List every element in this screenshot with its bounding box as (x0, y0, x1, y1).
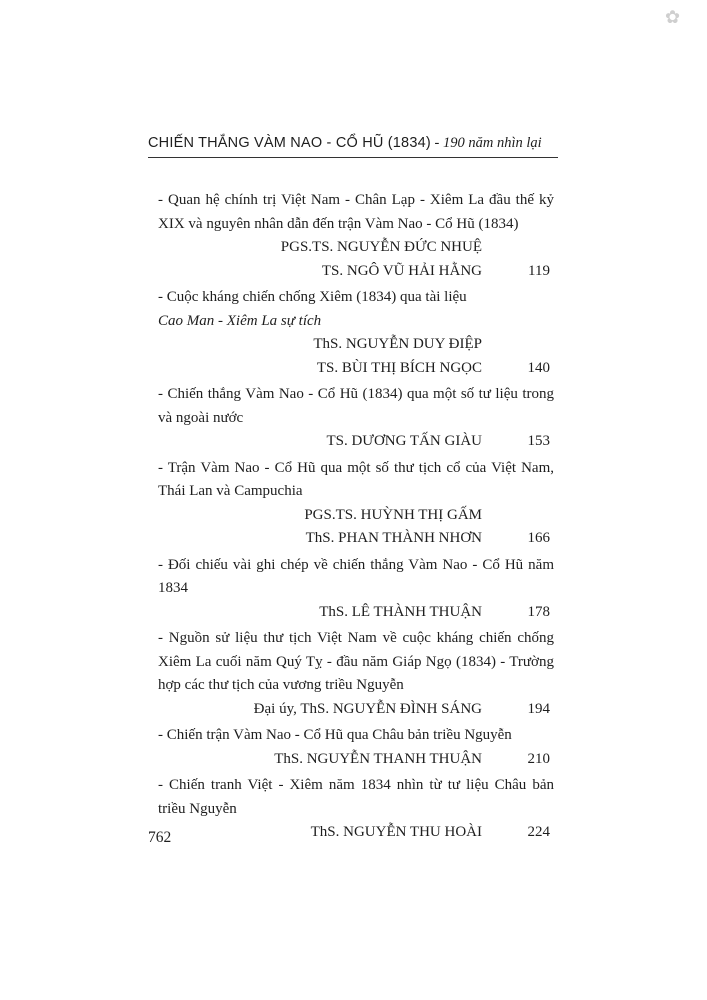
toc-page-number: 178 (527, 603, 550, 620)
toc-author-name: TS. NGÔ VŨ HẢI HẰNG (321, 262, 482, 279)
toc-entry-title (158, 554, 554, 601)
toc-author-row (158, 527, 554, 551)
toc-page-number: 140 (527, 359, 550, 376)
toc-author-name: ThS. LÊ THÀNH THUẬN (319, 603, 482, 620)
toc-entry-title (158, 774, 554, 821)
toc-entry-title (158, 627, 554, 698)
toc-author-name: ThS. NGUYỄN THANH THUẬN (274, 750, 482, 767)
toc-entry-title-text: - Quan hệ chính trị Việt Nam - Chân Lạp - Xiêm La đầu thế kỷ XIX và nguyên nhân dẫn đến trận Vàm Nao - Cổ Hũ (1834) (158, 192, 554, 232)
toc-entry (158, 189, 554, 283)
toc-entry (158, 724, 554, 771)
toc-author-row (158, 430, 554, 454)
toc-author-row (158, 357, 554, 381)
toc-entry-title (158, 724, 554, 748)
toc-author-row (158, 260, 554, 284)
toc-author-name: PGS.TS. NGUYỄN ĐỨC NHUỆ (280, 239, 482, 255)
table-of-contents (158, 189, 554, 848)
toc-page-number: 119 (528, 262, 550, 279)
toc-author-row (158, 236, 554, 260)
toc-entry-title (158, 383, 554, 430)
toc-entry (158, 383, 554, 454)
toc-entry-title (158, 286, 554, 333)
toc-author-name: ThS. PHAN THÀNH NHƠN (305, 530, 482, 546)
toc-author-name: ThS. NGUYỄN THU HOÀI (310, 824, 482, 840)
toc-entry-title-italic: Cao Man - Xiêm La sự tích (158, 312, 322, 329)
toc-entry (158, 627, 554, 721)
toc-entry-title (158, 457, 554, 504)
toc-entry-title-text: - Trận Vàm Nao - Cổ Hũ qua một số thư tịch cổ của Việt Nam, Thái Lan và Campuchia (158, 459, 554, 499)
toc-author-name: TS. DƯƠNG TẤN GIÀU (326, 433, 482, 449)
toc-entry (158, 457, 554, 551)
toc-entry-title-text: - Cuộc kháng chiến chống Xiêm (1834) qua tài liệu (158, 289, 467, 305)
toc-author-name: TS. BÙI THỊ BÍCH NGỌC (316, 359, 482, 376)
toc-page-number: 194 (527, 700, 550, 717)
toc-page-number: 224 (527, 824, 550, 840)
toc-author-name: PGS.TS. HUỲNH THỊ GẤM (304, 506, 482, 523)
toc-entry (158, 774, 554, 845)
page-number: 762 (148, 829, 172, 846)
toc-entry (158, 554, 554, 625)
header-subtitle: 190 năm nhìn lại (442, 135, 542, 151)
toc-entry-title-text: - Chiến tranh Việt - Xiêm năm 1834 nhìn từ tư liệu Châu bản triều Nguyễn (158, 777, 554, 817)
header-series-title: CHIẾN THẮNG VÀM NAO - CỔ HŨ (1834) (148, 135, 431, 151)
toc-page-number: 166 (527, 530, 550, 546)
toc-page-number: 210 (527, 750, 550, 767)
header-separator: - (430, 135, 443, 151)
toc-author-row (158, 333, 554, 357)
running-header (148, 135, 558, 152)
header-rule (148, 157, 558, 158)
toc-entry-title-text: - Nguồn sử liệu thư tịch Việt Nam về cuộc kháng chiến chống Xiêm La cuối năm Quý Tỵ - đầu năm Giáp Ngọ (1834) - Trường hợp các thư tịch của vương triều Nguyễn (158, 630, 554, 693)
toc-author-row (158, 504, 554, 528)
toc-author-row (158, 821, 554, 845)
toc-author-row (158, 698, 554, 722)
toc-author-row (158, 748, 554, 772)
flower-ornament-icon: ✿ (665, 7, 681, 27)
toc-page-number: 153 (527, 433, 550, 449)
toc-author-row (158, 601, 554, 625)
toc-entry-title-text: - Đối chiếu vài ghi chép về chiến thắng Vàm Nao - Cổ Hũ năm 1834 (158, 556, 554, 596)
toc-author-name: ThS. NGUYỄN DUY ĐIỆP (313, 336, 482, 352)
toc-entry-title-text: - Chiến trận Vàm Nao - Cổ Hũ qua Châu bản triều Nguyễn (158, 727, 512, 743)
toc-entry-title-text: - Chiến thắng Vàm Nao - Cổ Hũ (1834) qua một số tư liệu trong và ngoài nước (158, 386, 554, 426)
toc-entry (158, 286, 554, 380)
toc-entry-title (158, 189, 554, 236)
toc-author-name: Đại úy, ThS. NGUYỄN ĐÌNH SÁNG (253, 700, 482, 717)
